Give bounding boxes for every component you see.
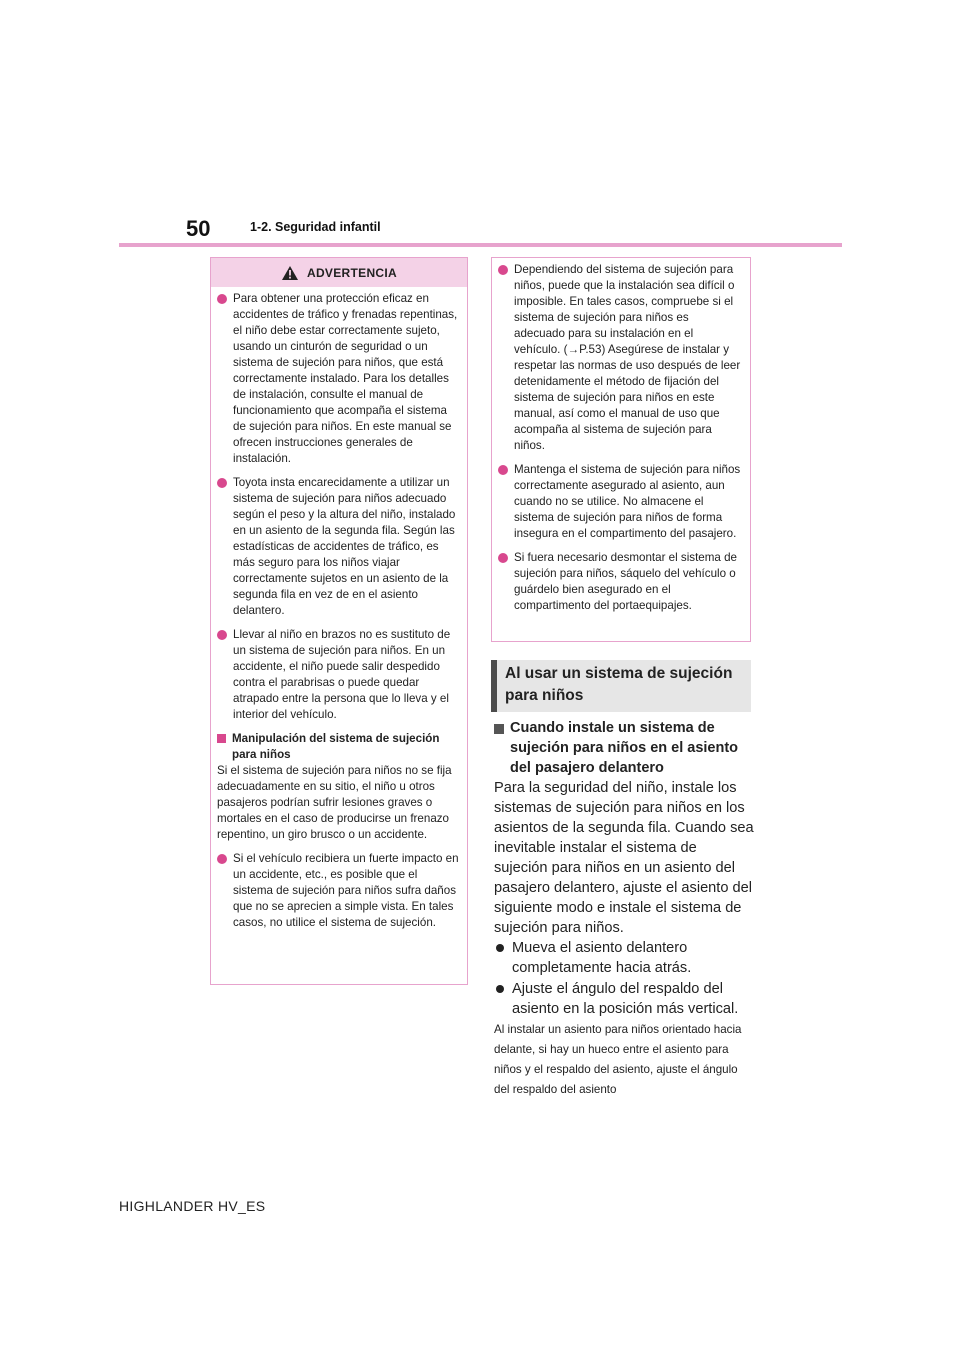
warning-bullet bbox=[217, 291, 459, 467]
manipulation-heading bbox=[217, 731, 459, 763]
subheading-text: Cuando instale un sistema de sujeción para niños en el asiento del pasajero delantero bbox=[510, 720, 739, 776]
bullet-dot-icon bbox=[217, 854, 227, 864]
header-rule bbox=[119, 243, 842, 247]
bullet-dot-icon bbox=[498, 465, 508, 475]
main-paragraph: Para la seguridad del niño, instale los sistemas de sujeción para niños en los asientos de la segunda fila. Cuando sea inevitable instalar el sistema de sujeción para niños en un asiento del pasajero delantero, ajuste el asiento del siguiente modo e instale el sistema de sujeción para niños. bbox=[494, 780, 754, 936]
page-ref-link[interactable]: P.53 bbox=[579, 343, 602, 356]
bullet-dot-icon bbox=[498, 553, 508, 563]
step-bullet bbox=[494, 979, 754, 1019]
manipulation-text: Si el sistema de sujeción para niños no se fija adecuadamente en su sitio, el niño u otros pasajeros podrían sufrir lesiones graves o mortales en el caso de producirse un frenazo repentino, un giro brusco o un accidente. bbox=[217, 764, 452, 841]
subheading bbox=[494, 718, 752, 778]
warning-bullet-text: Para obtener una protección eficaz en accidentes de tráfico y frenadas repentinas, el niño debe estar correctamente sujeto, usando un cinturón de seguridad o un sistema de sujeción para niños, que está correctamente instalado. Para los detalles de instalación, consulte el manual de funcionamiento que acompaña el sistema de sujeción para niños. En este manual se ofrecen instrucciones generales de instalación. bbox=[233, 292, 458, 465]
bullet-dot-icon bbox=[496, 944, 504, 952]
bullet-dot-icon bbox=[498, 265, 508, 275]
continued-bullet-text bbox=[514, 262, 742, 454]
step-text: Ajuste el ángulo del respaldo del asiento en la posición más vertical. bbox=[512, 981, 739, 1017]
step-text: Mueva el asiento delantero completamente hacia atrás. bbox=[512, 940, 692, 976]
page-number: 50 bbox=[186, 216, 211, 241]
warning-bullet-text: Llevar al niño en brazos no es sustituto de un sistema de sujeción para niños. En un accidente, el niño puede salir despedido contra el parabrisas o puede quedar atrapado entre la persona que lo lleva y el interior del vehículo. bbox=[233, 628, 451, 721]
continued-bullet bbox=[498, 462, 742, 542]
warning-bullet bbox=[217, 475, 459, 619]
warning-bullet bbox=[217, 627, 459, 723]
step-bullet bbox=[494, 938, 754, 978]
square-bullet-icon bbox=[217, 734, 226, 743]
section-title: 1-2. Seguridad infantil bbox=[250, 220, 381, 234]
bullet-dot-icon bbox=[217, 630, 227, 640]
warning-box bbox=[210, 257, 468, 985]
warning-bullet-text: Toyota insta encarecidamente a utilizar un sistema de sujeción para niños adecuado según el peso y la altura del niño, instalado en un asiento de la segunda fila. Según las estadísticas de accidentes de tráfico, es más seguro para los niños viajar correctamente sujetos en un asiento de la segunda fila en vez de en el asiento delantero. bbox=[233, 476, 456, 617]
continued-bullet bbox=[498, 262, 742, 454]
square-bullet-icon bbox=[494, 724, 504, 734]
warning-bullet bbox=[217, 851, 459, 931]
warning-continued-box bbox=[491, 257, 751, 642]
bullet-dot-icon bbox=[217, 478, 227, 488]
bullet1-text-a: Dependiendo del sistema de sujeción para niños, puede que la instalación sea difícil o imposible. En tales casos, compruebe si el sistema de sujeción para niños es adecuado para su instalación en el vehículo. ( bbox=[514, 263, 735, 356]
bullet-dot-icon bbox=[217, 294, 227, 304]
warning-header bbox=[211, 258, 467, 287]
section-banner: Al usar un sistema de sujeción para niños bbox=[491, 660, 751, 712]
continued-bullet-text: Si fuera necesario desmontar el sistema de sujeción para niños, sáquelo del vehículo o guárdelo bien asegurado en el compartimento del portaequipajes. bbox=[514, 551, 737, 612]
continued-bullet bbox=[498, 550, 742, 614]
warning-triangle-icon bbox=[281, 265, 299, 281]
bullet-dot-icon bbox=[496, 985, 504, 993]
manipulation-heading-text: Manipulación del sistema de sujeción para niños bbox=[232, 732, 440, 761]
footer-model: HIGHLANDER HV_ES bbox=[119, 1198, 266, 1214]
bullet1-text-b: ) Asegúrese de instalar y respetar las normas de uso después de leer detenidamente el método de fijación del sistema de sujeción para niños en este manual, así como el manual de uso que acompaña al sistema de sujeción para niños. bbox=[514, 343, 741, 452]
warning-title: ADVERTENCIA bbox=[307, 265, 397, 280]
note-paragraph: Al instalar un asiento para niños orientado hacia delante, si hay un hueco entre el asiento para niños y el respaldo del asiento, ajuste el ángulo del respaldo del asiento bbox=[494, 1023, 742, 1096]
warning-bullet-text: Si el vehículo recibiera un fuerte impacto en un accidente, etc., es posible que el sistema de sujeción para niños sufra daños que no se aprecien a simple vista. En tales casos, no utilice el sistema de sujeción. bbox=[233, 852, 459, 929]
continued-bullet-text: Mantenga el sistema de sujeción para niños correctamente asegurado al asiento, aun cuando no se utilice. No almacene el sistema de sujeción para niños de forma insegura en el compartimento del pasajero. bbox=[514, 463, 741, 540]
arrow-right-icon: → bbox=[567, 343, 580, 356]
